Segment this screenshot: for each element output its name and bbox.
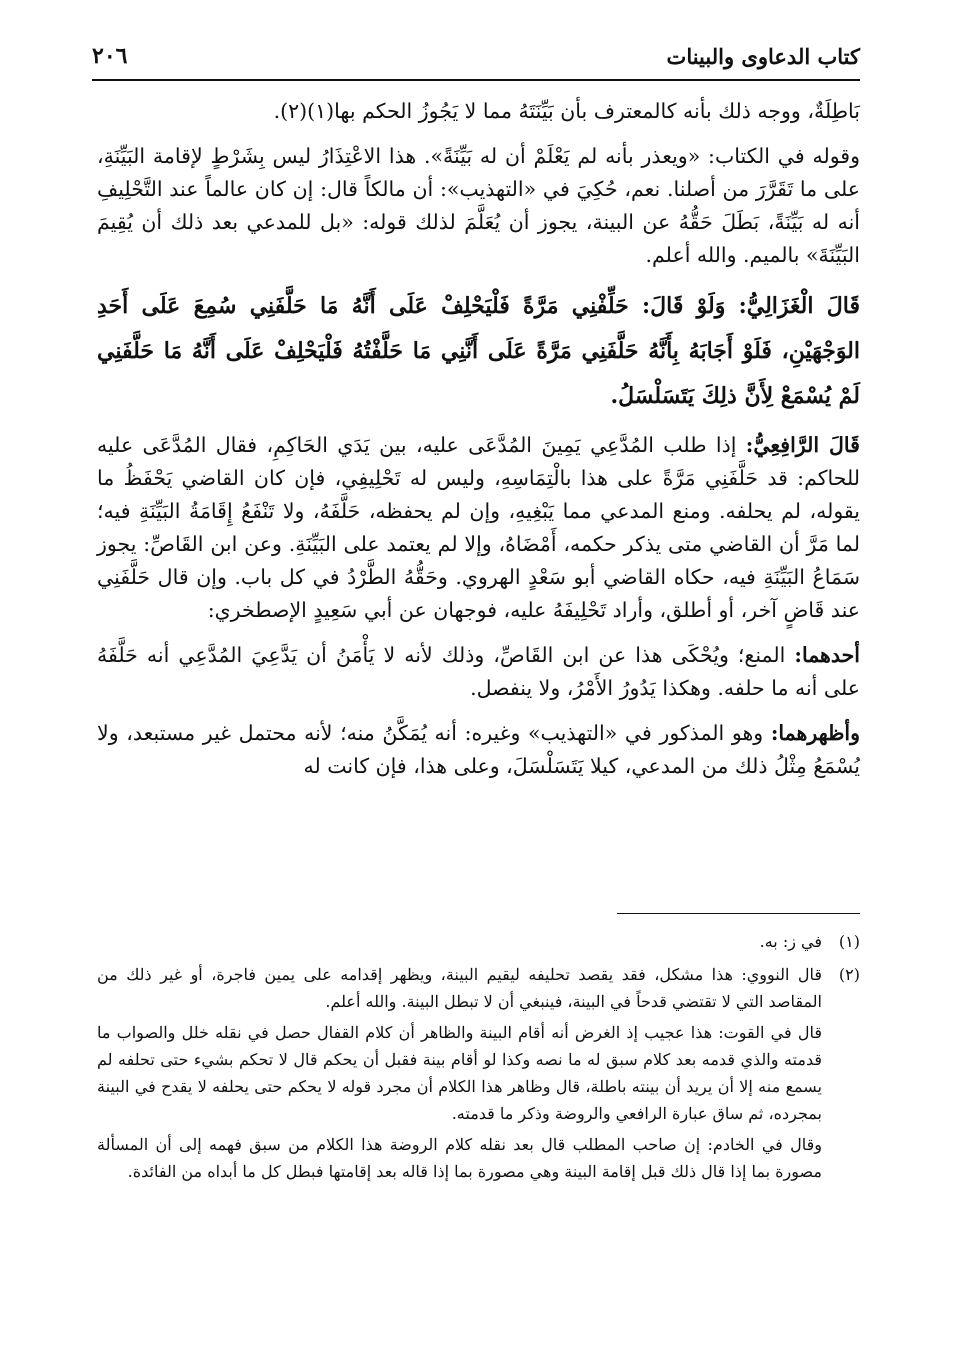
- footnote-text: قال النووي: هذا مشكل، فقد يقصد تحليفه ليقيم البينة، ويظهر إقدامه على يمين فاجرة، أو غير ذلك من المقاصد التي لا تقتضي قدحاً في البينة، فينبغي أن لا تبطل البينة. والله أعلم.: [97, 965, 822, 1011]
- footnote: [97, 961, 860, 1189]
- paragraph: [97, 429, 860, 627]
- speaker-label: قَالَ الْغَزَالِيُّ:: [738, 293, 860, 319]
- paragraph-text: المنع؛ ويُحْكَى هذا عن ابن القَاصِّ، وذلك لأنه لا يَأْمَنُ أن يَدَّعِيَ المُدَّعِي أنه حَلَّفَهُ على أنه ما حلفه. وهكذا يَدُورُ الأَمْرُ، ولا ينفصل.: [97, 643, 860, 700]
- matn-paragraph: [97, 284, 860, 419]
- footnote-divider: [617, 913, 860, 914]
- paragraph-text: وهو المذكور في «التهذيب» وغيره: أنه يُمَكَّنُ منه؛ لأنه محتمل غير مستبعد، ولا يُسْمَعُ مِثْلُ ذلك من المدعي، كيلا يَتَسَلْسَلَ، وعلى هذا، فإن كانت له: [97, 721, 860, 778]
- page-number: ٢٠٦: [92, 43, 128, 69]
- footnote-number: (١): [838, 932, 860, 951]
- paragraph-text: وَلَوْ قَالَ: حَلِّفْنِي مَرَّةً فَلْيَحْلِفْ عَلَى أَنَّهُ مَا حَلَّفَنِي سُمِعَ عَلَى أَحَدِ الوَجْهَيْنِ، فَلَوْ أَجَابَهُ بِأَنَّهُ حَلَّفَنِي مَرَّةً عَلَى أَنَّنِي مَا حَلَّفْتُهُ فَلْيَحْلِفْ عَلَى أَنَّهُ مَا حَلَّفَنِي لَمْ يُسْمَعْ لِأَنَّ ذلِكَ يَتَسَلْسَلُ.: [97, 293, 860, 409]
- footnote-text: وقال في الخادم: إن صاحب المطلب قال بعد نقله كلام الروضة هذا الكلام من سبق فهمه إلى أن المسألة مصورة بما إذا قال ذلك قبل إقامة البينة وهي مصورة بما إذا قاله بعد إقامتها فبطل كل ما أبداه من الفائدة.: [97, 1135, 823, 1181]
- footnote-number: (٢): [838, 965, 860, 984]
- paragraph-text: إذا طلب المُدَّعِي يَمِينَ المُدَّعَى عليه، بين يَدَي الحَاكِمِ، فقال المُدَّعَى عليه للحاكم: قد حَلَّفَنِي مَرَّةً على هذا بالْتِمَاسِهِ، وليس له تَحْلِيفِي، فإن كان القاضي يَحْفَظُ ما يقوله، لم يحلفه. ومنع المدعي مما يَبْغِيهِ، وإن لم يحفظه، حَلَّفَهُ، ولا تَنْفَعُ إِقَامَةُ البَيِّنَةِ فيه؛ لما مَرَّ أن القاضي متى يذكر حكمه، أَمْضَاهُ، وإلا لم يعتمد على البَيِّنَةِ. وعن ابن القَاصِّ: يجوز سَمَاعُ البَيِّنَةِ فيه، حكاه القاضي أبو سَعْدٍ الهروي. وحَقُّهُ الطَّرْدُ في كل باب. وإن قال حَلَّفَنِي عند قَاضٍ آخر، أو أطلق، وأراد تَحْلِيفَهُ عليه، فوجهان عن أبي سَعِيدٍ الإصطخري:: [97, 433, 860, 622]
- footnote-text: في ز: به.: [759, 932, 822, 951]
- footnote: [97, 928, 860, 959]
- footnote-body: [97, 928, 822, 959]
- header-divider: [92, 79, 860, 81]
- paragraph: [97, 717, 860, 783]
- running-header: [92, 38, 860, 74]
- paragraph-text: بَاطِلَةٌ، ووجه ذلك بأنه كالمعترف بأن بَيِّنَتَهُ مما لا يَجُوزُ الحكم بها(١)(٢).: [273, 99, 860, 123]
- footnote-body: [97, 961, 822, 1189]
- footnote-text: قال في القوت: هذا عجيب إذ الغرض أنه أقام البينة والظاهر أن كلام القفال حصل في نقله خلل والصواب ما قدمته والذي قدمه بعد كلام سبق له ما نصه وكذا لو أقام بينة فقبل أن يحكم قال لا تحكم بشيء حتى تحلفه لم يسمع منه إلا أن يريد أن بينته باطلة، قال وظاهر هذا الكلام أن مجرد قوله لا يحكم حتى يحلفه لا يقدح في البينة بمجرده، ثم ساق عبارة الرافعي والروضة وذكر ما قدمته.: [97, 1023, 822, 1123]
- main-text: [97, 95, 860, 795]
- point-label: وأظهرهما:: [770, 721, 860, 745]
- speaker-label: قَالَ الرَّافِعِيُّ:: [745, 433, 860, 457]
- point-label: أحدهما:: [794, 643, 860, 667]
- paragraph-text: وقوله في الكتاب: «ويعذر بأنه لم يَعْلَمْ أن له بَيِّنَةً». هذا الاعْتِذَارُ ليس بِشَرْطٍ لإقامة البَيِّنَةِ، على ما تَقَرَّرَ من أصلنا. نعم، حُكِيَ في «التهذيب»: أن مالكاً قال: إن كان عالماً عند التَّحْلِيفِ أنه له بَيِّنَةً، بَطَلَ حَقُّهُ عن البينة، يجوز أن يُعَلَّمَ لذلك قوله: «بل للمدعي بعد ذلك أن يُقِيمَ البَيِّنَةَ» بالميم. والله أعلم.: [97, 144, 860, 267]
- footnotes: [97, 928, 860, 1191]
- paragraph: [97, 639, 860, 705]
- paragraph: [97, 140, 860, 272]
- book-title: كتاب الدعاوى والبينات: [666, 43, 860, 69]
- paragraph: [97, 95, 860, 128]
